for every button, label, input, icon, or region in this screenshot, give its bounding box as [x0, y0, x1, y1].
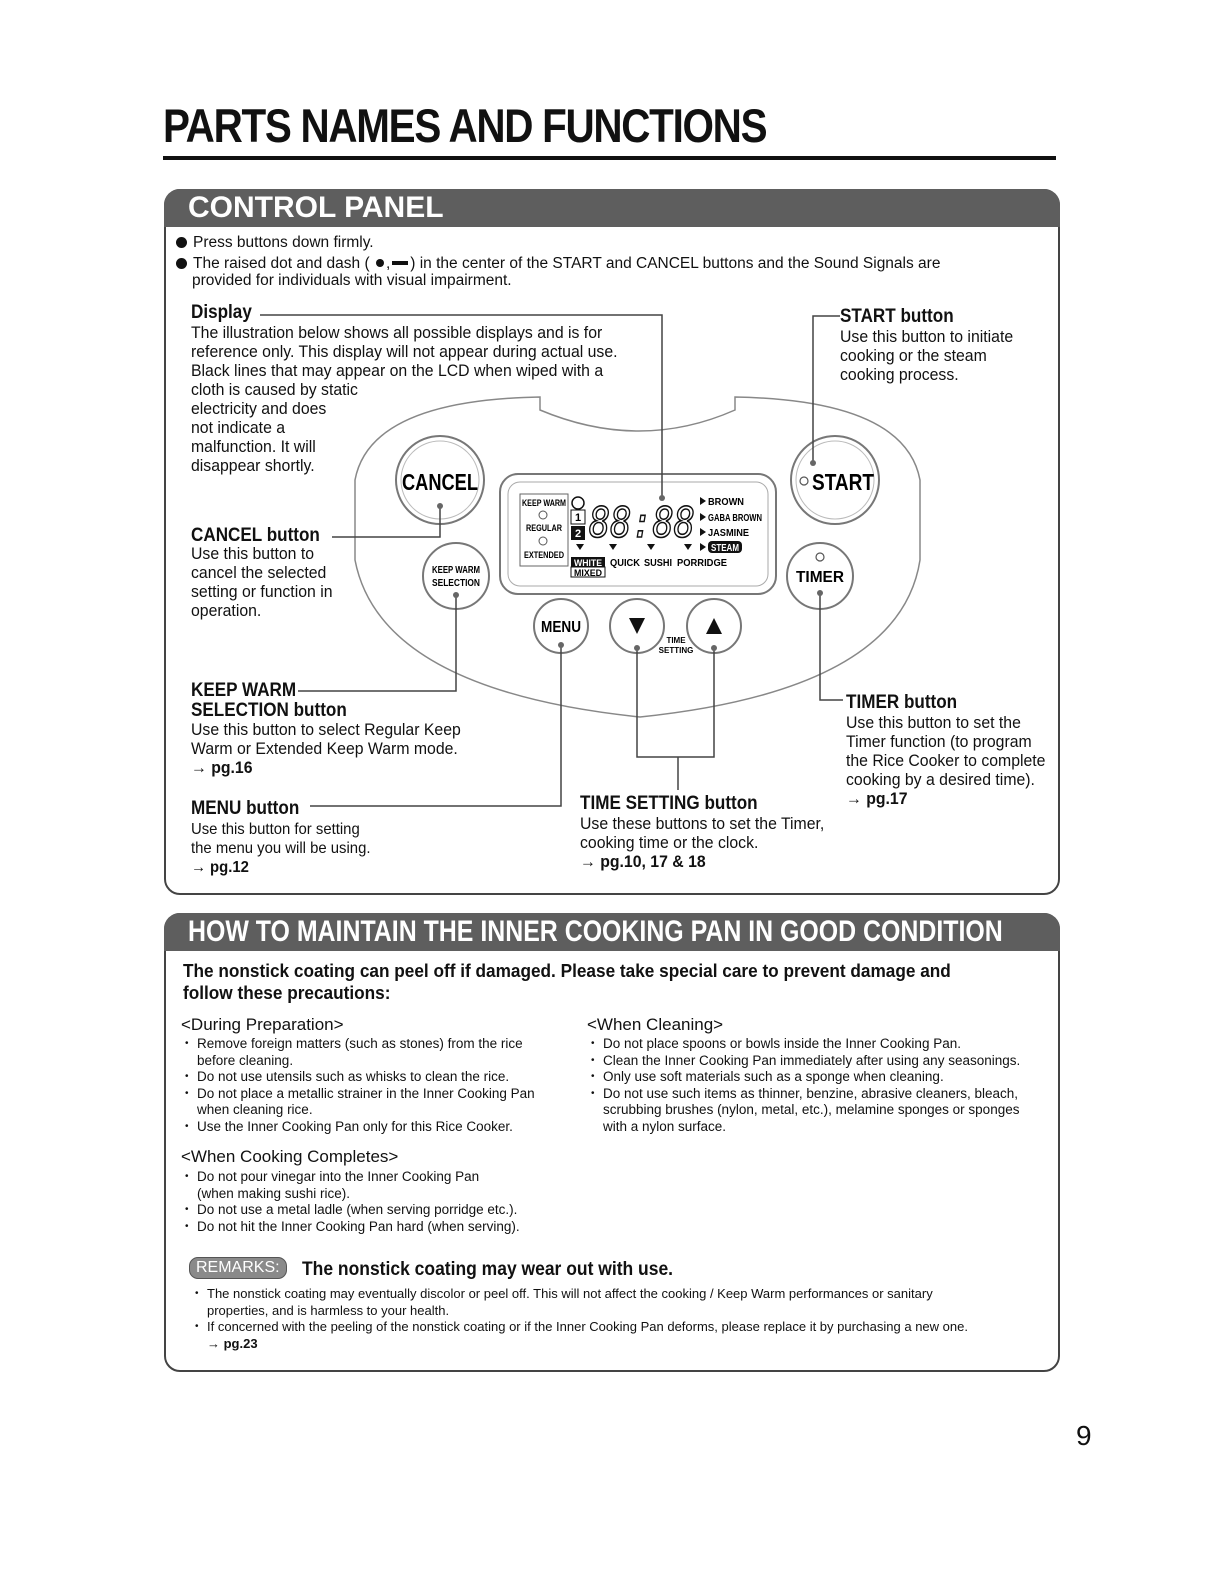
maintain-intro: The nonstick coating can peel off if damaged. Please take special care to prevent damage and follow these precautions: — [183, 960, 951, 1003]
panel-menu-label: MENU — [541, 619, 581, 636]
panel-start-label: START — [812, 469, 874, 495]
maintain-heading: HOW TO MAINTAIN THE INNER COOKING PAN IN GOOD CONDITION — [188, 915, 1003, 948]
lcd-porridge: PORRIDGE — [677, 558, 728, 569]
lcd-regular: REGULAR — [526, 523, 563, 533]
maintain-header — [164, 913, 1060, 951]
page-title: PARTS NAMES AND FUNCTIONS — [163, 99, 767, 152]
panel-cancel-label: CANCEL — [402, 469, 478, 495]
page-number: 9 — [1076, 1420, 1092, 1451]
when-cooking-completes-heading: <When Cooking Completes> — [181, 1147, 399, 1166]
timer-button-label: TIMER button — [846, 692, 958, 713]
remarks-badge: REMARKS: — [189, 1257, 287, 1279]
lcd-brown: BROWN — [708, 497, 744, 508]
during-preparation-list: • Remove foreign matters (such as stones) from the rice before cleaning. • Do not use utensils such as whisks to clean the rice. • Do not place a metallic strainer in the Inner Cooking Pan when cleaning rice. • Use the Inner Cooking Pan only for this Rice Cooker. — [183, 1036, 583, 1135]
lcd-gaba-brown: GABA BROWN — [708, 513, 762, 524]
lcd-quick: QUICK — [610, 558, 641, 569]
remarks-list: • The nonstick coating may eventually discolor or peel off. This will not affect the cooking / Keep Warm performances or sanitary properties, and is harmless to your health. • If concerned with the peeling of the nonstick coating or if the Inner Cooking Pan deforms, please replace it by purchasing a new one. → pg.23 — [193, 1286, 1053, 1352]
display-description: The illustration below shows all possible displays and is for reference only. This display will not appear during actual use. Black lines that may appear on the LCD when wiped with a cloth is caused by static electricity and does not indicate a malfunction. It will disappear shortly. — [191, 323, 618, 475]
control-panel-heading: CONTROL PANEL — [188, 191, 444, 224]
start-button-label: START button — [840, 306, 954, 327]
menu-button-label: MENU button — [191, 798, 300, 819]
panel-timer-label: TIMER — [796, 569, 845, 586]
time-setting-label: TIME SETTING button — [580, 793, 758, 814]
panel-keepwarm-label-2: SELECTION — [432, 578, 480, 589]
panel-time-label-2: SETTING — [658, 646, 694, 655]
panel-keepwarm-label-1: KEEP WARM — [432, 565, 480, 576]
lcd-mixed: MIXED — [574, 568, 603, 578]
keep-warm-description: Use this button to select Regular Keep Warm or Extended Keep Warm mode. → pg.16 — [191, 720, 461, 777]
time-setting-description: Use these buttons to set the Timer, cooking time or the clock. → pg.10, 17 & 18 — [580, 814, 825, 871]
lcd-extended: EXTENDED — [524, 550, 565, 560]
cancel-button-label: CANCEL button — [191, 525, 320, 546]
bullet-dot — [176, 258, 187, 269]
remarks-title: The nonstick coating may wear out with use. — [302, 1259, 674, 1280]
lcd-steam: STEAM — [711, 543, 739, 554]
display-label: Display — [191, 302, 252, 323]
start-button-description: Use this button to initiate cooking or the steam cooking process. — [840, 327, 1014, 384]
timer-button-description: Use this button to set the Timer function (to program the Rice Cooker to complete cooking by a desired time). → pg.17 — [846, 713, 1046, 808]
panel-time-label-1: TIME — [666, 636, 686, 645]
raised-dot-icon — [376, 259, 384, 267]
lcd-keep-warm: KEEP WARM — [522, 498, 566, 508]
raised-dash-icon — [392, 261, 408, 265]
bullet-dot — [176, 237, 187, 248]
cancel-button-description: Use this button to cancel the selected setting or function in operation. — [191, 544, 333, 620]
lcd-two: 2 — [574, 528, 582, 540]
bullet-raised-dot: The raised dot and dash ( , ) in the center of the START and CANCEL buttons and the Sound Signals are provided for individuals with visual impairment. — [176, 255, 1046, 289]
when-cooking-completes-list: • Do not pour vinegar into the Inner Cooking Pan (when making sushi rice). • Do not use a metal ladle (when serving porridge etc.). • Do not hit the Inner Cooking Pan hard (when serving). — [183, 1169, 583, 1235]
lcd-sushi: SUSHI — [644, 558, 673, 569]
when-cleaning-list: • Do not place spoons or bowls inside the Inner Cooking Pan. • Clean the Inner Cooking Pan immediately after using any seasonings. • Only use soft materials such as a sponge when cleaning. • Do not use such items as thinner, benzine, abrasive cleaners, bleach, scrubbing brushes (nylon, metal, etc.), melamine sponges or sponges with a nylon surface. — [589, 1036, 1049, 1135]
lcd-white: WHITE — [574, 558, 602, 568]
bullet-press-firmly: Press buttons down firmly. — [176, 234, 374, 251]
keep-warm-label-1: KEEP WARM — [191, 680, 297, 701]
menu-button-description: Use this button for setting the menu you will be using. → pg.12 — [191, 821, 371, 876]
keep-warm-label-2: SELECTION button — [191, 700, 347, 721]
when-cleaning-heading: <When Cleaning> — [587, 1015, 724, 1034]
lcd-jasmine: JASMINE — [708, 528, 750, 539]
during-preparation-heading: <During Preparation> — [181, 1015, 344, 1034]
lcd-one: 1 — [574, 512, 582, 524]
lcd-digits: 88:88 — [589, 498, 695, 547]
